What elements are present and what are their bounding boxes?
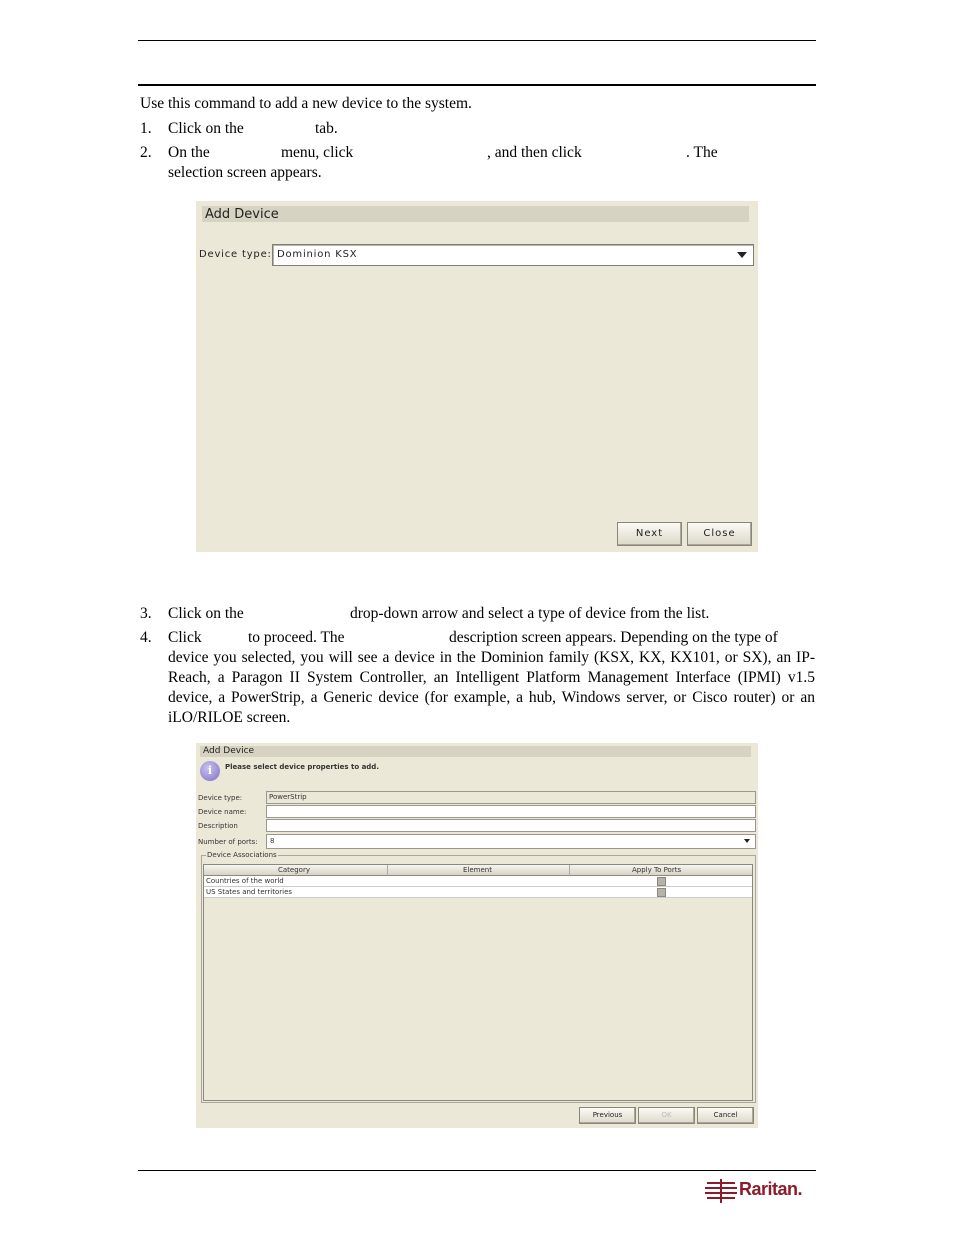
device-type-dropdown[interactable] — [272, 244, 754, 266]
column-header-apply[interactable]: Apply To Ports — [632, 866, 682, 874]
device-type-value: Dominion KSX — [277, 249, 358, 260]
device-associations-group — [201, 851, 756, 1103]
device-name-label: Device name: — [198, 808, 247, 816]
info-icon: i — [200, 761, 220, 781]
table-header — [204, 865, 752, 876]
step-3-text-b: drop-down arrow and select a type of device from the list. — [350, 605, 710, 622]
info-text: Please select device properties to add. — [225, 763, 379, 771]
description-input[interactable] — [266, 819, 756, 832]
step-2-text-b: menu, click — [281, 144, 354, 161]
cancel-button[interactable]: Cancel — [697, 1107, 754, 1124]
add-device-title: Add Device — [205, 207, 279, 222]
add-device-screenshot-2 — [196, 743, 758, 1128]
step-1-text-a: Click on the — [168, 120, 244, 137]
ports-value: 8 — [270, 837, 275, 845]
associations-table — [203, 864, 753, 1101]
row-category: US States and territories — [206, 888, 293, 896]
step-3-number: 3. — [140, 605, 152, 622]
chevron-down-icon[interactable] — [737, 252, 747, 258]
step-4-text-c: description screen appears. Depending on the type of — [449, 629, 778, 646]
apply-to-ports-checkbox[interactable] — [657, 888, 666, 897]
step-4-number: 4. — [140, 629, 152, 646]
raritan-logo — [705, 1178, 815, 1204]
raritan-logo-icon — [705, 1179, 737, 1203]
device-type-value-2: PowerStrip — [269, 793, 307, 801]
previous-button[interactable]: Previous — [579, 1107, 636, 1124]
ports-dropdown[interactable] — [266, 834, 756, 849]
add-device-screenshot-1 — [196, 201, 758, 552]
step-4-text-b: to proceed. The — [248, 629, 345, 646]
add-device-titlebar-2 — [200, 746, 751, 757]
device-type-label-2: Device type: — [198, 794, 243, 802]
header-rule-top — [138, 40, 816, 41]
step-2-text-e: selection screen appears. — [168, 164, 322, 181]
ok-button[interactable]: OK — [638, 1107, 695, 1124]
step-4-continuation: device you selected, you will see a device in the Dominion family (KSX, KX, KX101, or SX), an IP-Reach, a Paragon II System Controller, an Intelligent Platform Management Interface (IPMI) v1.5 device, a PowerStrip, a Generic device (for example, a hub, Windows server, or Cisco router) or an iLO/RILOE screen. — [168, 649, 815, 726]
row-category: Countries of the world — [206, 877, 284, 885]
intro-text: Use this command to add a new device to the system. — [140, 95, 472, 112]
add-device-title-2: Add Device — [203, 746, 255, 756]
description-label: Description — [198, 822, 238, 830]
step-1-number: 1. — [140, 120, 152, 137]
table-row[interactable] — [204, 876, 752, 887]
footer-rule — [138, 1170, 816, 1171]
step-3-text-a: Click on the — [168, 605, 244, 622]
device-name-input[interactable] — [266, 805, 756, 818]
device-type-field — [266, 791, 756, 804]
header-rule-section — [138, 84, 816, 86]
close-button[interactable]: Close — [687, 522, 752, 546]
device-type-label: Device type: — [199, 249, 272, 260]
table-row[interactable] — [204, 887, 752, 898]
ports-label: Number of ports: — [198, 838, 258, 846]
step-2-text-c: , and then click — [487, 144, 582, 161]
apply-to-ports-checkbox[interactable] — [657, 877, 666, 886]
step-2-number: 2. — [140, 144, 152, 161]
add-device-titlebar — [202, 206, 749, 222]
raritan-logo-text: Raritan. — [739, 1179, 803, 1199]
step-2-text-d: . The — [686, 144, 718, 161]
column-header-category[interactable]: Category — [278, 866, 310, 874]
step-4-text-a: Click — [168, 629, 202, 646]
next-button[interactable]: Next — [617, 522, 682, 546]
column-header-element[interactable]: Element — [463, 866, 492, 874]
step-1-text-b: tab. — [315, 120, 338, 137]
device-associations-label: Device Associations — [207, 851, 277, 859]
chevron-down-icon-2[interactable] — [744, 839, 750, 843]
step-2-text-a: On the — [168, 144, 210, 161]
